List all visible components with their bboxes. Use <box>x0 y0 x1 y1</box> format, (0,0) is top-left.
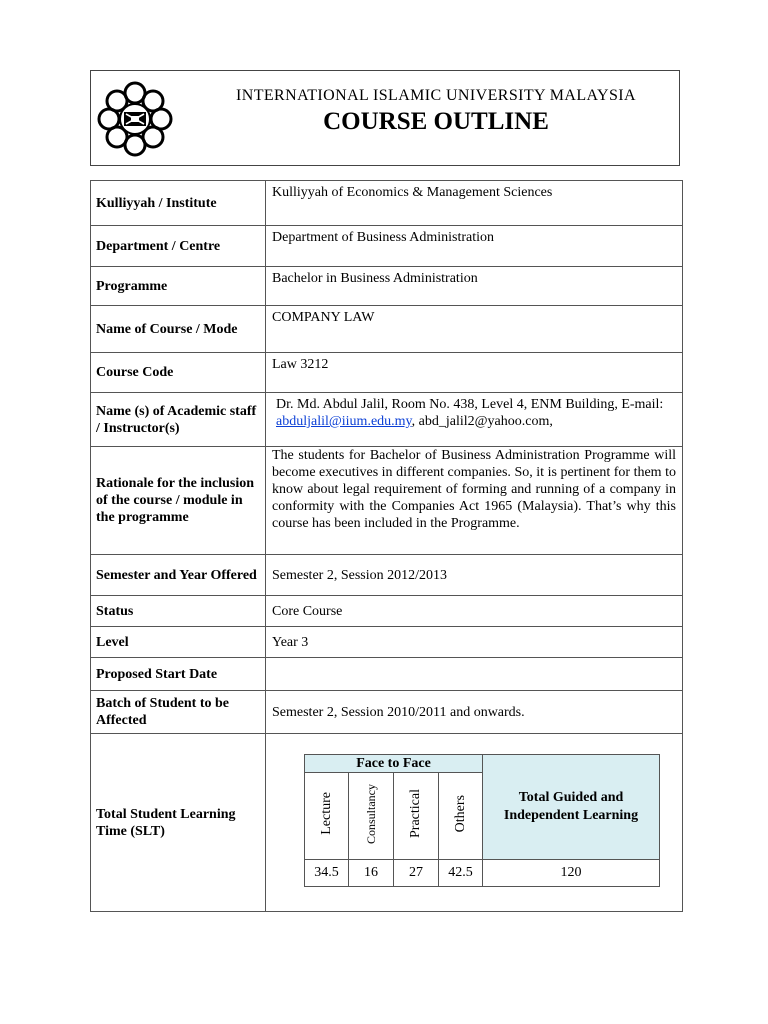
value-instructor <box>266 393 683 447</box>
instructor-email-link[interactable]: abduljalil@iium.edu.my <box>276 414 412 429</box>
row-status <box>91 596 683 627</box>
label-start-date: Proposed Start Date <box>91 658 266 691</box>
value-level: Year 3 <box>266 627 683 658</box>
label-kulliyyah: Kulliyyah / Institute <box>91 181 266 226</box>
instructor-alt-email: , abd_jalil2@yahoo.com, <box>411 414 553 429</box>
value-rationale: The students for Bachelor of Business Administration Programme will become executives in different companies. So, it is pertinent for them to know about legal requirement of forming and running of a company in conformity with the Companies Act 1965 (Malaysia). That’s why this course has been included in the Programme. <box>266 447 683 555</box>
label-instructor: Name (s) of Academic staff / Instructor(s) <box>91 393 266 447</box>
row-semester-offered <box>91 555 683 596</box>
row-slt <box>91 734 683 912</box>
value-others: 42.5 <box>439 860 483 887</box>
value-practical: 27 <box>394 860 439 887</box>
value-department: Department of Business Administration <box>266 226 683 267</box>
university-name: INTERNATIONAL ISLAMIC UNIVERSITY MALAYSIA <box>236 87 636 104</box>
col-header-others: Others <box>439 773 483 860</box>
row-kulliyyah <box>91 181 683 226</box>
col-header-practical: Practical <box>394 773 439 860</box>
row-batch <box>91 691 683 734</box>
value-semester-offered: Semester 2, Session 2012/2013 <box>266 555 683 596</box>
page-title: COURSE OUTLINE <box>323 108 549 135</box>
row-department <box>91 226 683 267</box>
label-course-code: Course Code <box>91 353 266 393</box>
label-course-name: Name of Course / Mode <box>91 306 266 353</box>
slt-table <box>304 754 660 887</box>
label-batch: Batch of Student to be Affected <box>91 691 266 734</box>
instructor-details: Dr. Md. Abdul Jalil, Room No. 438, Level 4, ENM Building, E-mail: <box>276 397 664 412</box>
value-total-guided: 120 <box>483 860 660 887</box>
label-level: Level <box>91 627 266 658</box>
row-programme <box>91 267 683 306</box>
row-instructor <box>91 393 683 447</box>
course-info-table <box>90 180 683 912</box>
guided-learning-header: Total Guided and Independent Learning <box>483 755 660 860</box>
value-course-name: COMPANY LAW <box>266 306 683 353</box>
value-slt <box>266 734 683 912</box>
iium-logo-icon <box>95 75 175 163</box>
label-programme: Programme <box>91 267 266 306</box>
label-slt: Total Student Learning Time (SLT) <box>91 734 266 912</box>
value-lecture: 34.5 <box>305 860 349 887</box>
label-department: Department / Centre <box>91 226 266 267</box>
col-header-consultancy: Consultancy <box>349 773 394 860</box>
row-course-name <box>91 306 683 353</box>
value-consultancy: 16 <box>349 860 394 887</box>
header-box <box>90 70 680 166</box>
face-to-face-header: Face to Face <box>305 755 483 773</box>
label-semester-offered: Semester and Year Offered <box>91 555 266 596</box>
row-course-code <box>91 353 683 393</box>
value-batch: Semester 2, Session 2010/2011 and onwards. <box>266 691 683 734</box>
value-status: Core Course <box>266 596 683 627</box>
row-start-date <box>91 658 683 691</box>
label-status: Status <box>91 596 266 627</box>
value-start-date <box>266 658 683 691</box>
row-rationale <box>91 447 683 555</box>
row-level <box>91 627 683 658</box>
col-header-lecture: Lecture <box>305 773 349 860</box>
value-programme: Bachelor in Business Administration <box>266 267 683 306</box>
value-course-code: Law 3212 <box>266 353 683 393</box>
label-rationale: Rationale for the inclusion of the course / module in the programme <box>91 447 266 555</box>
value-kulliyyah: Kulliyyah of Economics & Management Sciences <box>266 181 683 226</box>
